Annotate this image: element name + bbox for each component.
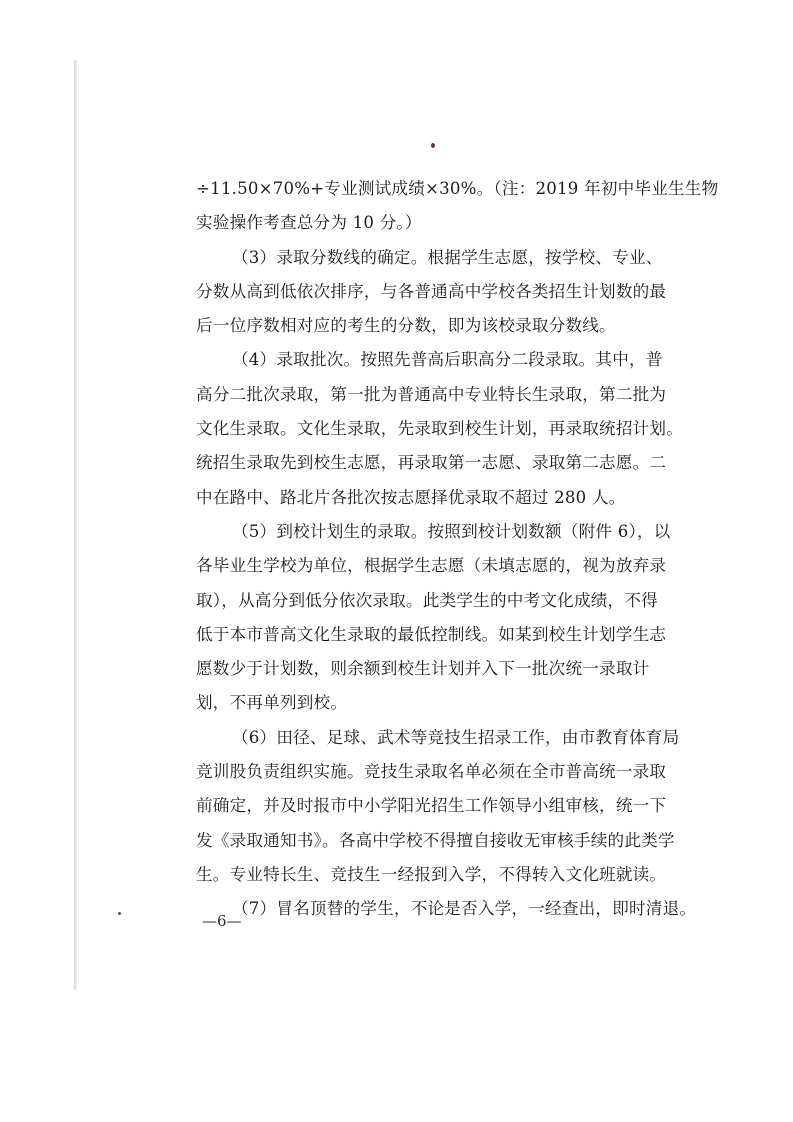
text-line: 前确定，并及时报市中小学阳光招生工作领导小组审核，统一下	[196, 796, 667, 816]
text-line: 中在路中、路北片各批次按志愿择优录取不超过 280 人。	[196, 487, 626, 507]
page-number: —6—	[202, 912, 242, 930]
scan-mark	[431, 143, 435, 148]
text-line: 取），从高分到低分依次录取。此类学生的中考文化成绩，不得	[196, 590, 658, 610]
text-line: 分数从高到低依次排序，与各普通高中学校各类招生计划数的最	[196, 281, 667, 301]
text-line: 各毕业生学校为单位，根据学生志愿（未填志愿的，视为放弃录	[196, 556, 667, 576]
text-line: 生。专业特长生、竞技生一经报到入学，不得转入文化班就读。	[196, 864, 667, 884]
scan-speck	[118, 912, 121, 915]
text-line: 文化生录取。文化生录取，先录取到校生计划，再录取统招计划。	[196, 419, 684, 439]
text-line: 后一位序数相对应的考生的分数，即为该校录取分数线。	[196, 316, 616, 336]
text-line: 发《录取通知书》。各高中学校不得擅自接收无审核手续的此类学	[196, 830, 675, 850]
text-line: 划，不再单列到校。	[196, 693, 348, 713]
paragraph-4-start: （4）录取批次。按照先普高后职高分二段录取。其中，普	[232, 350, 663, 370]
text-line: 高分二批次录取，第一批为普通高中专业特长生录取，第二批为	[196, 384, 667, 404]
paragraph-6-start: （6）田径、足球、武术等竞技生招录工作，由市教育体育局	[232, 727, 680, 747]
text-line: 实验操作考查总分为 10 分。）	[196, 213, 422, 233]
document-body	[196, 172, 719, 927]
paragraph-5-start: （5）到校计划生的录取。按照到校计划数额（附件 6），以	[232, 521, 671, 541]
scan-page-edge	[74, 60, 77, 990]
text-line: 竞训股负责组织实施。竞技生录取名单必须在全市普高统一录取	[196, 762, 667, 782]
text-line: 愿数少于计划数，则余额到校生计划并入下一批次统一录取计	[196, 659, 650, 679]
text-line: 统招生录取先到校生志愿，再录取第一志愿、录取第二志愿。二	[196, 453, 667, 473]
paragraph-7-start: （7）冒名顶替的学生，不论是否入学，一经查出，即时清退。	[232, 899, 697, 919]
text-line: ÷11.50×70%+专业测试成绩×30%。（注：2019 年初中毕业生生物	[196, 179, 719, 198]
paragraph-3-start: （3）录取分数线的确定。根据学生志愿，按学校、专业、	[232, 247, 663, 267]
text-line: 低于本市普高文化生录取的最低控制线。如某到校生计划学生志	[196, 624, 667, 644]
